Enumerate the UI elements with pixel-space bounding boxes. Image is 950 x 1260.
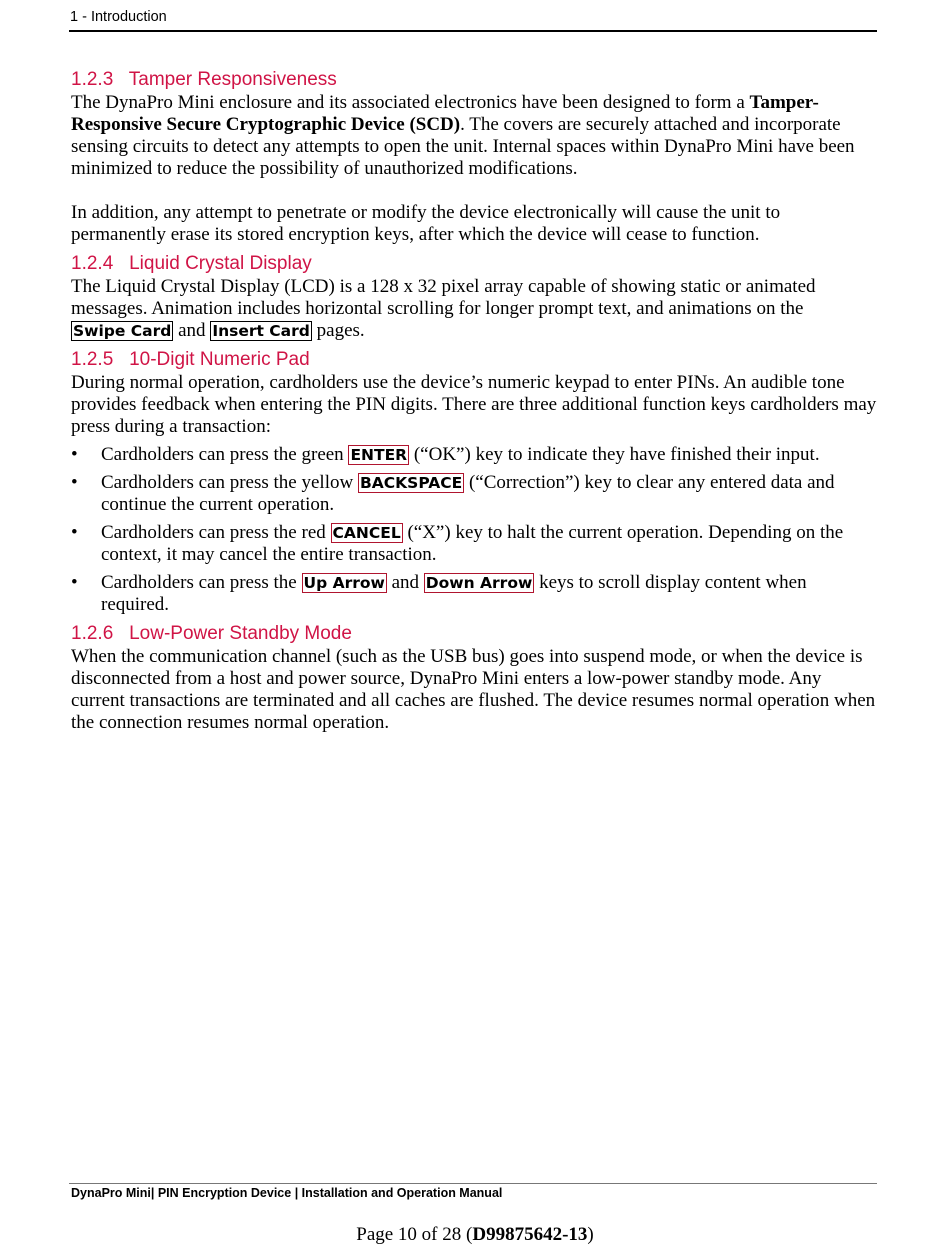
footer-rule (69, 1183, 877, 1184)
paragraph (71, 92, 879, 180)
text-run: The DynaPro Mini enclosure and its associated electronics have been designed to form a (71, 92, 750, 113)
text-run: and (173, 320, 211, 341)
paragraph: During normal operation, cardholders use the device’s numeric keypad to enter PINs. An audible tone provides feedback when entering the PIN digits. There are three additional function keys cardholders may press during a transaction: (71, 372, 877, 437)
bullet-list (71, 444, 879, 616)
key-label-backspace: BACKSPACE (359, 474, 463, 492)
section-heading: 1.2.5 10-Digit Numeric Pad (71, 349, 310, 370)
page-prefix: Page 10 of 28 ( (356, 1224, 473, 1245)
section-low-power-standby (71, 622, 879, 734)
text-run: Cardholders can press the red (101, 522, 331, 543)
text-run: Cardholders can press the green (101, 444, 349, 465)
key-label-cancel: CANCEL (332, 524, 401, 542)
section-liquid-crystal-display (71, 252, 879, 342)
page-body (71, 68, 879, 734)
text-run: keys to scroll display content when required. (101, 572, 807, 615)
text-run: . The covers are securely attached and incorporate sensing circuits to detect any attempts to open the unit. Internal spaces within DynaPro Mini have been minimized to reduce the possibility of unauthorized modifications. (71, 114, 855, 179)
text-run: The Liquid Crystal Display (LCD) is a 128 x 32 pixel array capable of showing static or animated messages. Animation includes horizontal scrolling for longer prompt text, and animations on the (71, 276, 816, 319)
paragraph: In addition, any attempt to penetrate or modify the device electronically will cause the unit to permanently erase its stored encryption keys, after which the device will cease to function. (71, 202, 781, 245)
paragraph (71, 276, 879, 342)
bold-term: Tamper-Responsive Secure Cryptographic Device (SCD) (71, 92, 819, 135)
key-label-enter: ENTER (350, 446, 408, 464)
text-run: (“Correction”) key to clear any entered data and continue the current operation. (101, 472, 835, 515)
page-suffix: ) (587, 1224, 594, 1245)
section-heading: 1.2.6 Low-Power Standby Mode (71, 623, 352, 644)
section-numeric-pad (71, 348, 879, 616)
bullet-icon: • (71, 572, 78, 593)
text-run: Cardholders can press the yellow (101, 472, 358, 493)
bullet-icon: • (71, 472, 78, 493)
running-header: 1 - Introduction (70, 9, 167, 25)
page-number (0, 1224, 950, 1246)
footer-doc-title: DynaPro Mini| PIN Encryption Device | Installation and Operation Manual (71, 1186, 503, 1200)
section-heading: 1.2.3 Tamper Responsiveness (71, 69, 337, 90)
text-run: and (386, 572, 424, 593)
text-run: (“X”) key to halt the current operation. Depending on the context, it may cancel the entire transaction. (101, 522, 844, 565)
header-rule (69, 30, 877, 32)
text-run: Cardholders can press the (101, 572, 302, 593)
section-tamper-responsiveness (71, 68, 879, 246)
bullet-icon: • (71, 522, 78, 543)
key-label-insert-card: Insert Card (212, 322, 310, 340)
key-label-down-arrow: Down Arrow (425, 574, 533, 592)
paragraph: When the communication channel (such as the USB bus) goes into suspend mode, or when the device is disconnected from a host and power source, DynaPro Mini enters a low-power standby mode. Any current transactions are terminated and all caches are flushed. The device resumes normal operation when the connection resumes normal operation. (71, 646, 876, 733)
section-heading: 1.2.4 Liquid Crystal Display (71, 253, 312, 274)
list-item (71, 522, 879, 566)
key-label-up-arrow: Up Arrow (303, 574, 385, 592)
text-run: pages. (311, 320, 365, 341)
text-run: (“OK”) key to indicate they have finished their input. (409, 444, 820, 465)
doc-number: D99875642-13 (472, 1224, 588, 1245)
bullet-icon: • (71, 444, 78, 465)
list-item (71, 572, 879, 616)
list-item (71, 472, 879, 516)
list-item (71, 444, 879, 466)
key-label-swipe-card: Swipe Card (73, 322, 172, 340)
